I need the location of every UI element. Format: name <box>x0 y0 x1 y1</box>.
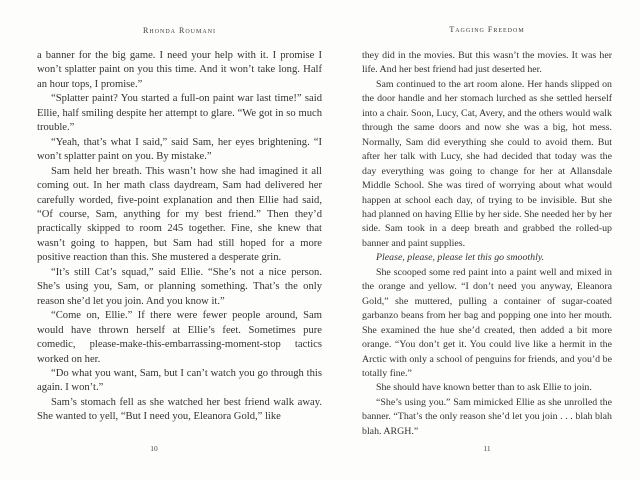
page-number-right: 11 <box>483 444 491 453</box>
paragraph: Sam held her breath. This wasn’t how she had imagined it all coming out. In her math class daydream, Sam had delivered her carefully worded, five-point explanation and then Ellie had said, “Of course, Sam, anything for my best friend.” Then they’d practically skipped to room 245 together. Fine, she knew that wasn’t going to happen, but Sam had still hoped for a more positive reaction than this. She mustered a desperate grin. <box>37 165 322 264</box>
paragraph: “Splatter paint? You started a full-on paint war last time!” said Ellie, half smiling despite her attempt to glare. “We got in so much trouble.” <box>37 93 322 134</box>
running-head-title: Tagging Freedom <box>449 25 525 34</box>
paragraph: She scooped some red paint into a paint well and mixed in the orange and yellow. “I don’t need you anyway, Eleanora Gold,” she muttered, pulling a container of sugar-coated garbanzo beans from her bag and popping one into her mouth. She examined the hue she’d created, then added a bit more orange. “You don’t get it. You could live like a hermit in the Arctic with only a school of penguins for friends, and you’d be totally fine.” <box>362 266 612 379</box>
paragraph: “Yeah, that’s what I said,” said Sam, her eyes brightening. “I won’t splatter paint on you. By mistake.” <box>37 136 322 163</box>
paragraph: “It’s still Cat’s squad,” said Ellie. “She’s not a nice person. She’s using you, Sam, or planning something. That’s the only reason she’d let you join. And you know it.” <box>37 266 322 307</box>
paragraph: “She’s using you.” Sam mimicked Ellie as she unrolled the banner. “That’s the only reason she’d let you join . . . blah blah blah. ARGH.” <box>362 396 612 437</box>
paragraph: they did in the movies. But this wasn’t the movies. It was her life. And her best friend had just deserted her. <box>362 50 612 76</box>
running-head-author: Rhonda Roumani <box>142 26 216 35</box>
paragraph: Sam continued to the art room alone. Her hands slipped on the door handle and her stomach lurched as she settled herself into a chair. Soon, Lucy, Cat, Avery, and the others would walk through the same doors and now she was a big, hot mess. Normally, Sam did everything she could to avoid them. But after her talk with Lucy, she had decided that today was the day everything was going to change for her at Allansdale Middle School. She was tired of worrying about what would happen at school each day, of trying to be invisible. But she had planned on having Ellie by her side. She needed her by her side. Sam took in a deep breath and grabbed the rolled-up banner and paint supplies. <box>362 78 612 249</box>
page-number-left: 10 <box>150 444 158 453</box>
paragraph: Sam’s stomach fell as she watched her best friend walk away. She wanted to yell, “But I need you, Eleanora Gold,” like <box>37 396 322 423</box>
paragraph: “Come on, Ellie.” If there were fewer people around, Sam would have thrown herself at Ellie’s feet. Sometimes pure comedic, please-make-this-embarrassing-moment-stop tactics worked on her. <box>37 310 322 365</box>
paragraph: She should have known better than to ask Ellie to join. <box>376 382 592 394</box>
page-right <box>342 0 640 480</box>
paragraph: Please, please, please let this go smoothly. <box>376 252 545 264</box>
paragraph: a banner for the big game. I need your help with it. I promise I won’t splatter paint on you this time. And it won’t take long. Half an hour tops, I promise.” <box>37 50 322 90</box>
left-page-text <box>37 49 322 425</box>
right-page-text <box>362 49 612 439</box>
paragraph: “Do what you want, Sam, but I can’t watch you go through this again. I won’t.” <box>37 367 322 394</box>
